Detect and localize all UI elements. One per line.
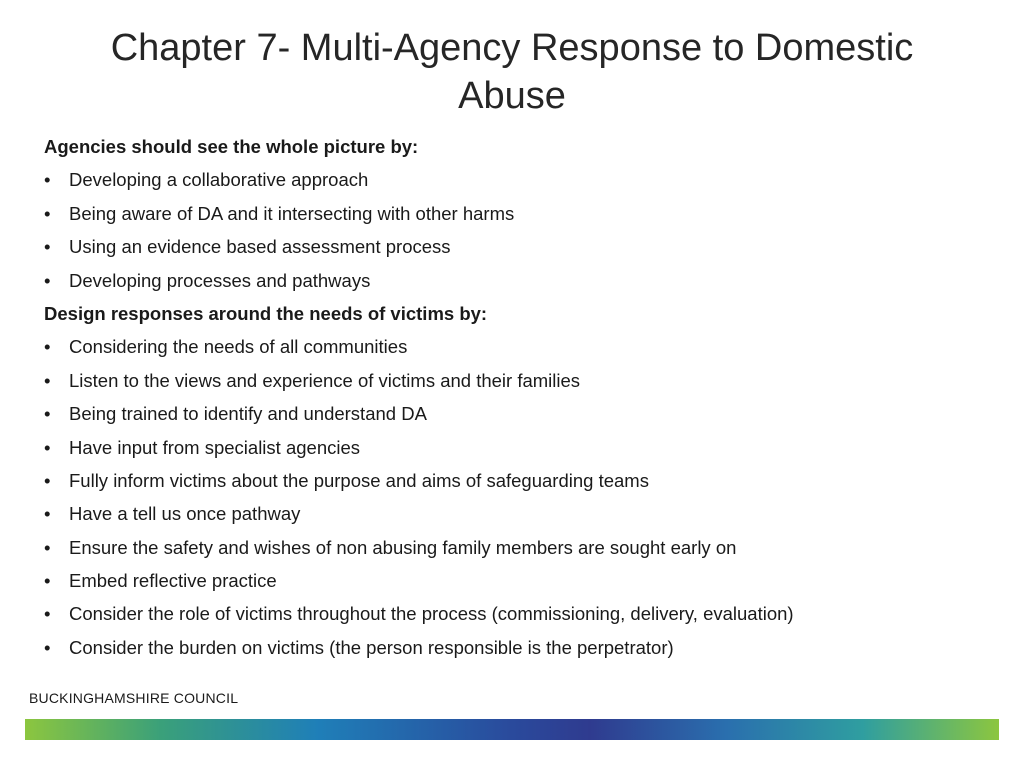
- list-item-text: Consider the role of victims throughout the process (commissioning, delivery, evaluation): [69, 603, 794, 625]
- list-item-text: Using an evidence based assessment process: [69, 236, 451, 258]
- list-item-text: Consider the burden on victims (the person responsible is the perpetrator): [69, 636, 674, 658]
- bullet-icon: •: [44, 336, 51, 358]
- bullet-icon: •: [44, 570, 51, 592]
- list-item-text: Listen to the views and experience of victims and their families: [69, 369, 581, 391]
- list-item: [44, 264, 984, 297]
- list-item: [44, 330, 984, 363]
- bullet-icon: •: [44, 636, 51, 658]
- list-item: [44, 163, 984, 196]
- bullet-icon: •: [44, 269, 51, 291]
- list-item: [44, 397, 984, 430]
- list-item: [44, 464, 984, 497]
- list-item-text: Have a tell us once pathway: [69, 503, 301, 525]
- list-item-text: Have input from specialist agencies: [69, 436, 361, 458]
- list-item: [44, 497, 984, 530]
- list-item-text: Developing a collaborative approach: [69, 169, 369, 191]
- slide-body: [44, 130, 984, 664]
- bullet-icon: •: [44, 369, 51, 391]
- bullet-icon: •: [44, 469, 51, 491]
- list-item: [44, 230, 984, 263]
- bullet-icon: •: [44, 503, 51, 525]
- list-item-text: Ensure the safety and wishes of non abusing family members are sought early on: [69, 536, 737, 558]
- list-item-text: Considering the needs of all communities: [69, 336, 408, 358]
- list-item-text: Embed reflective practice: [69, 570, 277, 592]
- bullet-icon: •: [44, 436, 51, 458]
- list-item-text: Developing processes and pathways: [69, 269, 371, 291]
- list-item: [44, 197, 984, 230]
- bullet-icon: •: [44, 202, 51, 224]
- list-item-text: Being aware of DA and it intersecting with other harms: [69, 202, 515, 224]
- bullet-icon: •: [44, 536, 51, 558]
- list-item-text: Fully inform victims about the purpose and aims of safeguarding teams: [69, 469, 649, 491]
- bullet-icon: •: [44, 169, 51, 191]
- list-item: [44, 431, 984, 464]
- list-item: [44, 364, 984, 397]
- bullet-icon: •: [44, 603, 51, 625]
- section-heading-victim-needs: Design responses around the needs of victims by:: [44, 302, 488, 324]
- list-item: [44, 597, 984, 630]
- bullet-icon: •: [44, 403, 51, 425]
- footer-organization-name: BUCKINGHAMSHIRE COUNCIL: [29, 690, 239, 706]
- slide-title: Chapter 7- Multi-Agency Response to Domestic Abuse: [110, 27, 914, 117]
- footer-gradient-bar: [25, 719, 999, 740]
- list-item: [44, 631, 984, 664]
- list-item: [44, 531, 984, 564]
- whole-picture-list: [44, 163, 984, 297]
- victim-needs-list: [44, 330, 984, 664]
- section-heading-whole-picture: Agencies should see the whole picture by:: [44, 136, 419, 157]
- bullet-icon: •: [44, 236, 51, 258]
- list-item-text: Being trained to identify and understand DA: [69, 403, 427, 425]
- list-item: [44, 564, 984, 597]
